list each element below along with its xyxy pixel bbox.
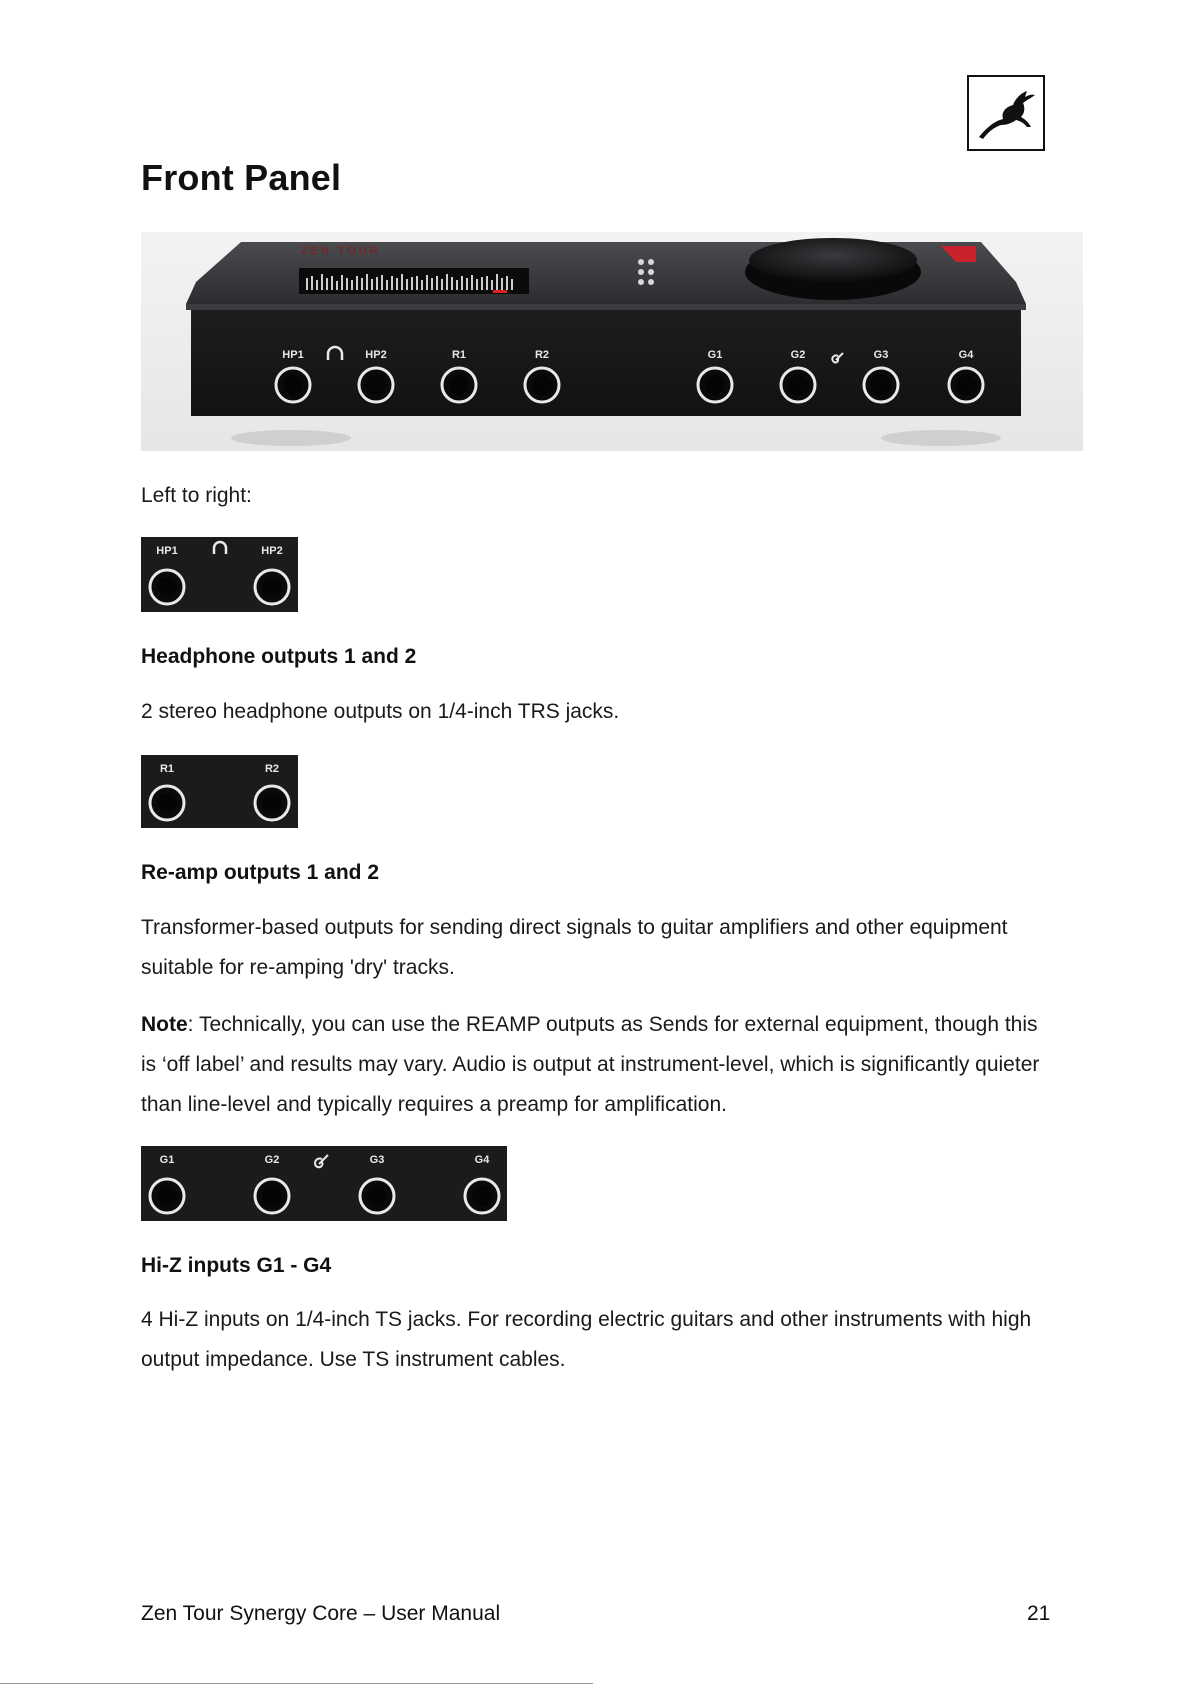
device-label-g3: G3 [873,349,889,361]
footer-divider [0,1683,593,1684]
guitar-icon [315,1155,328,1167]
strip-label-r2: R2 [264,763,280,775]
strip-label-g1: G1 [159,1154,175,1166]
strip-label-g3: G3 [369,1154,385,1166]
note-label: Note [141,1013,188,1036]
strip-label-g4: G4 [474,1154,490,1166]
device-label-g2: G2 [790,349,806,361]
intro-text: Left to right: [141,484,252,507]
strip-label-hp2: HP2 [261,545,283,557]
device-label-hp2: HP2 [365,349,387,361]
headphone-jacks-image [141,537,298,612]
section-text-hiz: 4 Hi-Z inputs on 1/4-inch TS jacks. For recording electric guitars and other instruments with high output impedance. Use TS instrument cables. [141,1308,1032,1371]
strip-label-hp1: HP1 [156,545,178,557]
section-heading-reamp: Re-amp outputs 1 and 2 [141,861,380,884]
device-label-r1: R1 [451,349,467,361]
device-front-panel-image [141,232,1083,451]
device-label-hp1: HP1 [282,349,304,361]
note-paragraph [141,1005,1041,1125]
strip-label-g2: G2 [264,1154,280,1166]
antelope-logo-icon [967,75,1045,151]
section-text-headphones: 2 stereo headphone outputs on 1/4-inch TRS jacks. [141,700,620,723]
page-title: Front Panel [141,157,342,198]
note-text: : Technically, you can use the REAMP outputs as Sends for external equipment, though this is ‘off label’ and results may vary. Audio is output at instrument-level, which is significantly quieter than line-level and typically requires a preamp for amplification. [141,1013,1040,1116]
headphones-icon [214,542,226,554]
section-heading-hiz: Hi-Z inputs G1 - G4 [141,1254,332,1277]
device-label-g4: G4 [958,349,974,361]
section-text-reamp: Transformer-based outputs for sending direct signals to guitar amplifiers and other equipment suitable for re-amping 'dry' tracks. [141,916,1008,979]
footer-manual-title: Zen Tour Synergy Core – User Manual [141,1602,501,1625]
hiz-jacks-image [141,1146,507,1221]
device-label-r2: R2 [534,349,550,361]
footer-page-number: 21 [1027,1602,1051,1625]
device-label-g1: G1 [707,349,723,361]
section-heading-headphones: Headphone outputs 1 and 2 [141,645,417,668]
device-brand-text: ZEN TOUR [301,245,381,257]
strip-label-r1: R1 [159,763,175,775]
reamp-jacks-image [141,755,298,828]
